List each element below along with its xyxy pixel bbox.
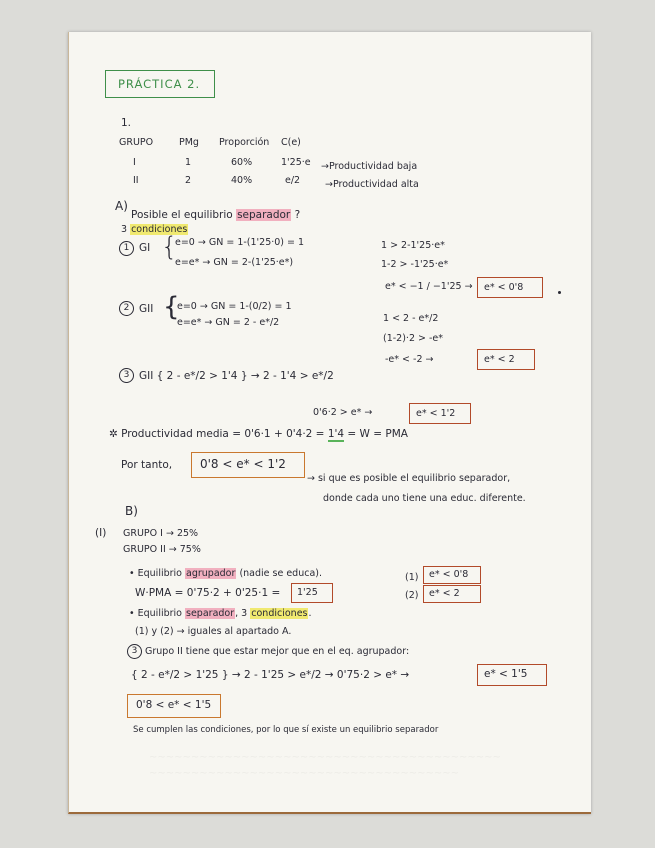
- row2-grupo: II: [133, 175, 139, 186]
- row1-note: →Productividad baja: [321, 161, 418, 172]
- c2-line2: e=e* → GN = 2 - e*/2: [177, 317, 280, 328]
- c1-line2: e=e* → GN = 2-(1'25·e*): [175, 257, 294, 268]
- part-b-label: B): [125, 504, 138, 518]
- b-c3-result: e* < 1'5: [484, 668, 528, 680]
- question-mark: ?: [294, 209, 301, 221]
- conclusion-box: [191, 452, 305, 478]
- productivity-end: = W = PMA: [347, 428, 408, 440]
- pooling-line: [129, 567, 322, 580]
- separating-conditions: condiciones: [251, 608, 308, 619]
- row1-grupo: I: [133, 157, 136, 168]
- pooling-calc: W·PMA = 0'75·2 + 0'25·1 =: [135, 587, 281, 599]
- productivity-text: Productividad media = 0'6·1 + 0'4·2 =: [121, 428, 325, 440]
- title-box: [105, 70, 215, 98]
- part-b-roman: (I): [95, 527, 107, 539]
- pooling-result-box: [291, 583, 333, 603]
- circled-3: 3: [119, 368, 134, 383]
- asterisk-icon: ✲: [109, 428, 122, 440]
- c3-result: e* < 1'2: [416, 408, 456, 419]
- b-c3-text: Grupo II tiene que estar mejor que en el eq. agrupador:: [145, 646, 410, 657]
- pooling-highlight: agrupador: [186, 568, 236, 579]
- c1-brace: {: [161, 232, 178, 262]
- r2-label: (2): [405, 590, 419, 601]
- c2-line1: e=0 → GN = 1-(0/2) = 1: [177, 301, 292, 312]
- c1-result: e* < 0'8: [484, 282, 524, 293]
- separating-mid: , 3: [235, 608, 248, 619]
- r2-value: e* < 2: [429, 588, 460, 599]
- r1-box: [423, 566, 481, 584]
- circled-1: 1: [119, 241, 134, 256]
- b-c3-eq: { 2 - e*/2 > 1'25 } → 2 - 1'25 > e*/2 → 0'75·2 > e* →: [131, 669, 410, 681]
- final-range: 0'8 < e* < 1'5: [136, 699, 212, 711]
- pooling-result: 1'25: [297, 587, 318, 598]
- row2-pmg: 2: [185, 175, 192, 186]
- question-text: Posible el equilibrio: [131, 209, 233, 221]
- r1-label: (1): [405, 572, 419, 583]
- page-title: PRÁCTICA 2.: [118, 77, 201, 91]
- exercise-number: 1.: [121, 117, 132, 129]
- c3-result-box: [409, 403, 471, 424]
- conditions-word: condiciones: [131, 224, 188, 235]
- pooling-text: • Equilibrio: [129, 568, 182, 579]
- c1-r1: 1 > 2-1'25·e*: [381, 240, 445, 251]
- c2-r1: 1 < 2 - e*/2: [383, 313, 439, 324]
- pooling-end: (nadie se educa).: [239, 568, 323, 579]
- conditions-line: [121, 223, 188, 236]
- bleed-through-text-2: ~~~~~~~~~~~~~~~~~~~~~~~~~~~~~~~~~~~~~: [149, 768, 460, 779]
- row1-prop: 60%: [231, 157, 253, 168]
- c2-result-box: [477, 349, 535, 370]
- row1-c: 1'25·e: [281, 157, 311, 168]
- c1-r3: e* < −1 / −1'25 →: [385, 281, 473, 292]
- final-conclusion: Se cumplen las condiciones, por lo que sí existe un equilibrio separador: [133, 725, 439, 735]
- paper-sheet: [68, 32, 591, 814]
- circled-3-b: 3: [127, 644, 142, 659]
- r2-box: [423, 585, 481, 603]
- c1-result-box: [477, 277, 543, 298]
- col-header-proporcion: Proporción: [219, 137, 270, 148]
- r1-value: e* < 0'8: [429, 569, 469, 580]
- separating-text: • Equilibrio: [129, 608, 182, 619]
- group2-percent: GRUPO II → 75%: [123, 544, 201, 555]
- row2-c: e/2: [285, 175, 301, 186]
- separating-end: .: [308, 608, 312, 619]
- conclusion-end2: donde cada uno tiene una educ. diferente.: [323, 493, 526, 504]
- same-conditions: (1) y (2) → iguales al apartado A.: [135, 626, 292, 637]
- c3-line2: 0'6·2 > e* →: [313, 407, 373, 418]
- separating-line: [129, 607, 312, 620]
- row2-note: →Productividad alta: [325, 179, 419, 190]
- c1-r2: 1-2 > -1'25·e*: [381, 259, 449, 270]
- c2-brace: {: [163, 292, 180, 322]
- productivity-value: 1'4: [327, 428, 345, 440]
- separating-highlight: separador: [186, 608, 235, 619]
- col-header-grupo: GRUPO: [119, 137, 154, 148]
- c2-result: e* < 2: [484, 354, 515, 365]
- dot-mark: [558, 291, 561, 294]
- c2-group: GII: [139, 303, 154, 315]
- col-header-ce: C(e): [281, 137, 301, 148]
- final-range-box: [127, 694, 221, 718]
- b-c3-result-box: [477, 664, 547, 686]
- bleed-through-text: ~~~~~~~~~~~~~~~~~~~~~~~~~~~~~~~~~~~~~~~~~~: [149, 752, 501, 763]
- col-header-pmg: PMg: [179, 137, 199, 148]
- part-a-label: A): [115, 199, 128, 213]
- conditions-count: 3: [121, 224, 128, 235]
- conclusion-range: 0'8 < e* < 1'2: [200, 457, 286, 471]
- c2-r3: -e* < -2 →: [385, 354, 434, 365]
- conclusion-end1: → si que es posible el equilibrio separador,: [307, 473, 511, 484]
- row1-pmg: 1: [185, 157, 192, 168]
- conclusion-start: Por tanto,: [121, 459, 173, 471]
- c2-r2: (1-2)·2 > -e*: [383, 333, 444, 344]
- c3-line: GII { 2 - e*/2 > 1'4 } → 2 - 1'4 > e*/2: [139, 370, 334, 382]
- row2-prop: 40%: [231, 175, 253, 186]
- circled-2: 2: [119, 301, 134, 316]
- productivity-line: [109, 428, 408, 441]
- group1-percent: GRUPO I → 25%: [123, 528, 199, 539]
- c1-group: GI: [139, 242, 151, 254]
- part-a-question: [131, 209, 300, 222]
- question-highlight: separador: [237, 209, 291, 221]
- c1-line1: e=0 → GN = 1-(1'25·0) = 1: [175, 237, 305, 248]
